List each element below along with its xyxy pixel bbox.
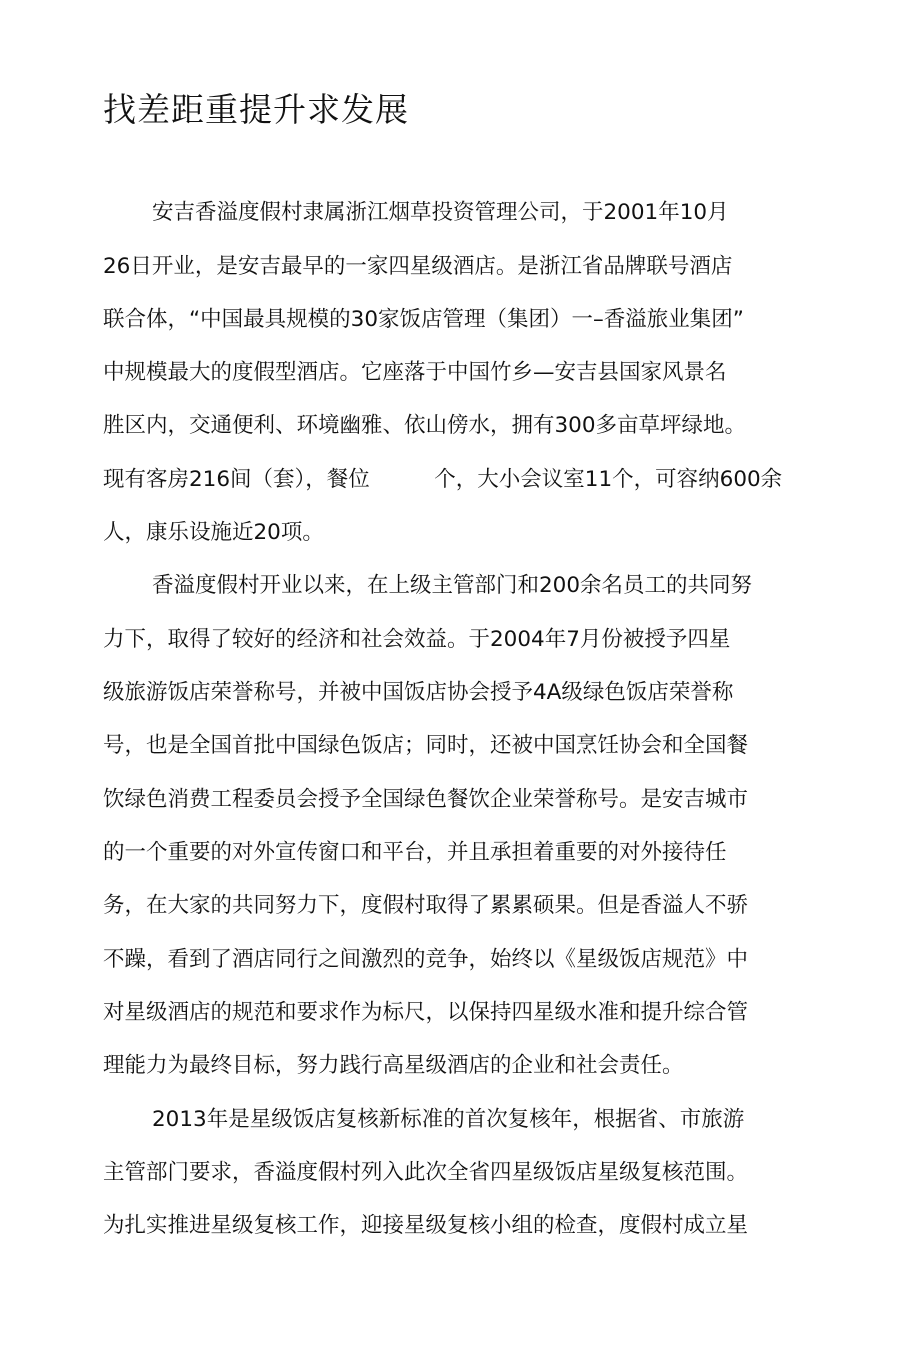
text-line: 安吉香溢度假村隶属浙江烟草投资管理公司，于2001年10月	[152, 200, 729, 225]
text-line: 的一个重要的对外宣传窗口和平台，并且承担着重要的对外接待任	[103, 840, 727, 865]
text-line: 不躁，看到了酒店同行之间激烈的竞争，始终以《星级饭店规范》中	[103, 947, 749, 972]
text-line: 香溢度假村开业以来，在上级主管部门和200余名员工的共同努	[152, 573, 753, 598]
text-line: 级旅游饭店荣誉称号，并被中国饭店协会授予4A级绿色饭店荣誉称	[103, 680, 734, 705]
text-line: 主管部门要求，香溢度假村列入此次全省四星级饭店星级复核范围。	[103, 1160, 749, 1185]
text-line: 号，也是全国首批中国绿色饭店；同时，还被中国烹饪协会和全国餐	[103, 733, 749, 758]
text-line: 中规模最大的度假型酒店。它座落于中国竹乡—安吉县国家风景名	[103, 360, 727, 385]
text-line: 对星级酒店的规范和要求作为标尺，以保持四星级水准和提升综合管	[103, 1000, 749, 1025]
text-line: 现有客房216间（套），餐位 个，大小会议室11个，可容纳600余	[103, 467, 783, 492]
text-line: 务，在大家的共同努力下，度假村取得了累累硕果。但是香溢人不骄	[103, 893, 749, 918]
text-line: 饮绿色消费工程委员会授予全国绿色餐饮企业荣誉称号。是安吉城市	[103, 787, 749, 812]
text-line: 理能力为最终目标，努力践行高星级酒店的企业和社会责任。	[103, 1053, 684, 1078]
text-line: 为扎实推进星级复核工作，迎接星级复核小组的检查，度假村成立星	[103, 1213, 749, 1238]
text-line: 26日开业，是安吉最早的一家四星级酒店。是浙江省品牌联号酒店	[103, 254, 733, 279]
text-line: 联合体，“中国最具规模的30家饭店管理（集团）一–香溢旅业集团”	[103, 307, 744, 332]
text-line: 2013年是星级饭店复核新标准的首次复核年，根据省、市旅游	[152, 1107, 745, 1132]
document-title: 找差距重提升求发展	[103, 90, 409, 129]
text-line: 人，康乐设施近20项。	[103, 520, 324, 545]
text-line: 力下，取得了较好的经济和社会效益。于2004年7月份被授予四星	[103, 627, 731, 652]
text-line: 胜区内，交通便利、环境幽雅、依山傍水，拥有300多亩草坪绿地。	[103, 413, 747, 438]
